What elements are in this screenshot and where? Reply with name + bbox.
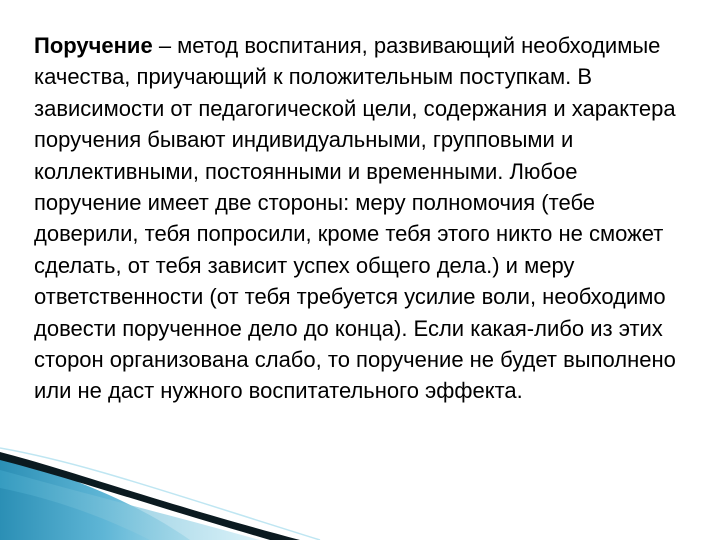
term-heading: Поручение xyxy=(34,33,153,58)
main-text xyxy=(34,30,684,407)
definition-text: – метод воспитания, развивающий необходимые качества, приучающий к положительным поступкам. В зависимости от педагогической цели, содержания и характера поручения бывают индивидуальными, групповыми и коллективными, постоянными и временными. Любое поручение имеет две стороны: меру полномочия (тебе доверили, тебя попросили, кроме тебя этого никто не сможет сделать, от тебя зависит успех общего дела.) и меру ответственности (от тебя требуется усилие воли, необходимо довести порученное дело до конца). Если какая-либо из этих сторон организована слабо, то поручение не будет выполнено или не даст нужного воспитательного эффекта. xyxy=(34,33,676,404)
paragraph xyxy=(34,30,684,407)
